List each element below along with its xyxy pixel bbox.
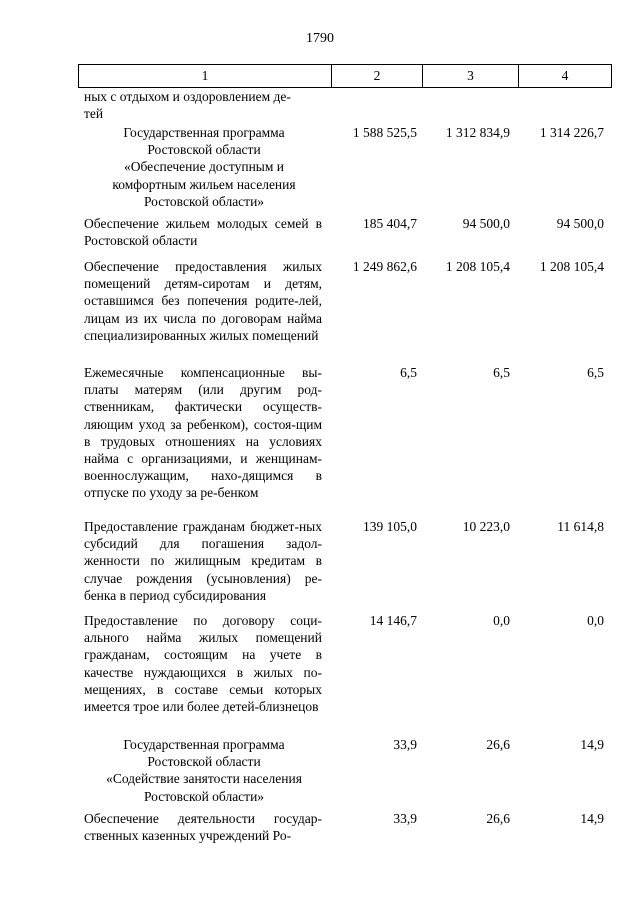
row-value-col-3: 26,6 bbox=[486, 737, 510, 752]
row-value-col-3: 6,5 bbox=[493, 365, 510, 380]
row-value-col-3: 26,6 bbox=[486, 811, 510, 826]
continuation-text bbox=[84, 88, 322, 122]
row-description: Обеспечение деятельности государ-ственных казенных учреждений Ро- bbox=[84, 811, 322, 844]
row-description: Государственная программа Ростовской области «Обеспечение доступным и комфортным жильем населения Ростовской области» bbox=[112, 125, 296, 209]
row-value-col-4: 14,9 bbox=[580, 811, 604, 826]
row-value-col-2: 139 105,0 bbox=[363, 519, 417, 534]
row-value-col-4: 11 614,8 bbox=[557, 519, 604, 534]
header-col-3: 3 bbox=[423, 65, 519, 87]
row-value-col-2: 14 146,7 bbox=[369, 613, 417, 628]
row-description: Обеспечение жильем молодых семей в Ростовской области bbox=[84, 216, 322, 249]
row-value-col-2: 1 249 862,6 bbox=[352, 259, 417, 274]
row-description: Государственная программа Ростовской области «Содействие занятости населения Ростовской области» bbox=[106, 737, 302, 804]
row-value-col-3: 0,0 bbox=[493, 613, 510, 628]
row-value-col-4: 0,0 bbox=[587, 613, 604, 628]
row-value-col-2: 1 588 525,5 bbox=[352, 125, 417, 140]
row-description: Предоставление по договору соци-ального найма жилых помещений гражданам, состоящим на учете в качестве нуждающихся в жилых по-мещениях, в составе семьи которых имеется трое или более детей-близнецов bbox=[84, 613, 322, 715]
row-value-col-4: 14,9 bbox=[580, 737, 604, 752]
row-description: Предоставление гражданам бюджет-ных субсидий для погашения задол-женности по жилищным кредитам в случае рождения (усыновления) ре-бенка в период субсидирования bbox=[84, 519, 322, 603]
row-value-col-4: 1 314 226,7 bbox=[539, 125, 604, 140]
header-col-2: 2 bbox=[332, 65, 423, 87]
row-value-col-3: 1 208 105,4 bbox=[445, 259, 510, 274]
header-col-1: 1 bbox=[79, 65, 332, 87]
table-header-row bbox=[78, 64, 612, 88]
row-description: Ежемесячные компенсационные вы-платы матерям (или другим род-ственникам, фактически осуществ-ляющим уход за ребенком), состоя-щим в трудовых отношениях на условиях найма с организациями, и женщинам-военнослужащим, нахо-дящимся в отпуске по уходу за ре-бенком bbox=[84, 365, 322, 501]
row-value-col-2: 33,9 bbox=[393, 811, 417, 826]
row-value-col-3: 1 312 834,9 bbox=[445, 125, 510, 140]
row-value-col-3: 94 500,0 bbox=[462, 216, 510, 231]
row-value-col-4: 94 500,0 bbox=[556, 216, 604, 231]
row-value-col-2: 33,9 bbox=[393, 737, 417, 752]
row-value-col-4: 1 208 105,4 bbox=[539, 259, 604, 274]
row-value-col-3: 10 223,0 bbox=[462, 519, 510, 534]
page-number: 1790 bbox=[306, 31, 334, 46]
row-value-col-2: 185 404,7 bbox=[363, 216, 417, 231]
row-description: Обеспечение предоставления жилых помещений детям-сиротам и детям, оставшимся без попечения родите-лей, лицам из их числа по договорам найма специализированных жилых помещений bbox=[84, 259, 322, 343]
row-value-col-4: 6,5 bbox=[587, 365, 604, 380]
continuation-line: ных с отдыхом и оздоровлением де- тей bbox=[84, 89, 291, 122]
header-col-4: 4 bbox=[561, 68, 569, 83]
row-value-col-2: 6,5 bbox=[400, 365, 417, 380]
